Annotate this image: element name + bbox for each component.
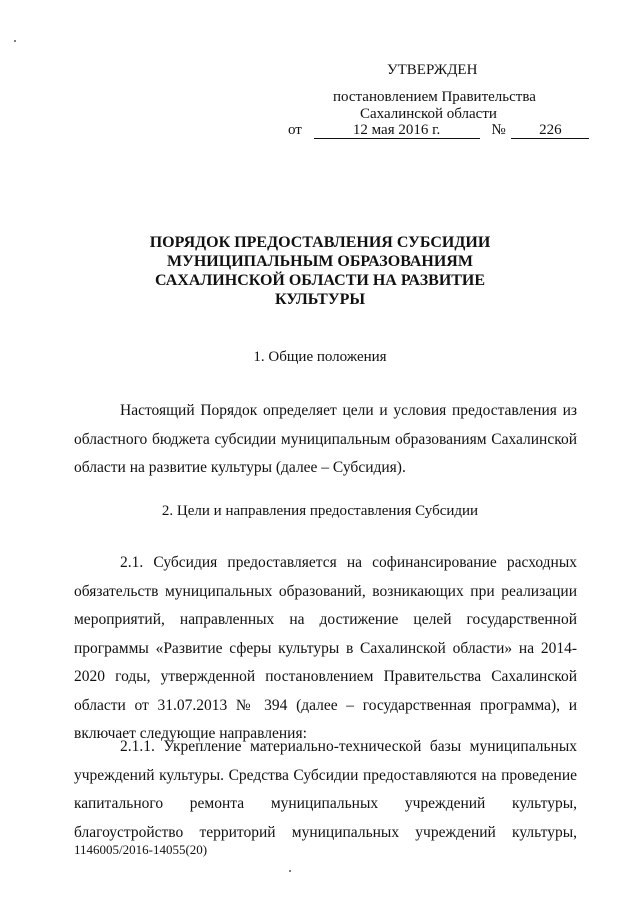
paragraph: 2.1.1. Укрепление материально-технической базы муниципальных учреждений культуры. Средства Субсидии предоставляются на проведение капитального ремонта муниципальных учреждений культуры, благоустройство территорий муниципальных учреждений культуры, [74,738,577,841]
document-title [120,233,520,309]
from-label: от [288,122,302,138]
approval-date: 12 мая 2016 г. [314,122,480,139]
approval-line-1: постановлением Правительства [333,89,536,105]
paragraph: 2.1. Субсидия предоставляется на софинансирование расходных обязательств муниципальных образований, возникающих при реализации мероприятий, направленных на достижение целей государственной программы «Развитие сферы культуры в Сахалинской области» на 2014-2020 годы, утвержденной постановлением Правительства Сахалинской области от 31.07.2013 № 394 (далее – государственная программа), и включает следующие направления: [74,554,577,742]
section-2-heading: 2. Цели и направления предоставления Субсидии [161,503,479,519]
section-2-subsection [74,733,577,847]
approval-line-2: Сахалинской области [360,106,497,122]
title-line: КУЛЬТУРЫ [274,291,366,308]
approval-number: 226 [511,122,589,139]
title-line: ПОРЯДОК ПРЕДОСТАВЛЕНИЯ СУБСИДИИ [149,234,491,251]
paragraph: Настоящий Порядок определяет цели и условия предоставления из областного бюджета субсидии муниципальным образованиям Сахалинской области на развитие культуры (далее – Субсидия). [74,402,577,476]
document-id: 1146005/2016-14055(20) [74,842,208,857]
title-line: САХАЛИНСКОЙ ОБЛАСТИ НА РАЗВИТИЕ [154,272,486,289]
scan-mark [289,870,291,872]
approved-label: УТВЕРЖДЕН [387,62,478,78]
number-sign: № [491,122,506,138]
section-1-heading: 1. Общие положения [253,349,387,365]
scan-mark [14,40,16,42]
approval-date-row [288,122,589,139]
title-line: МУНИЦИПАЛЬНЫМ ОБРАЗОВАНИЯМ [167,253,473,270]
section-2-text [74,549,577,749]
section-1-text [74,397,577,483]
